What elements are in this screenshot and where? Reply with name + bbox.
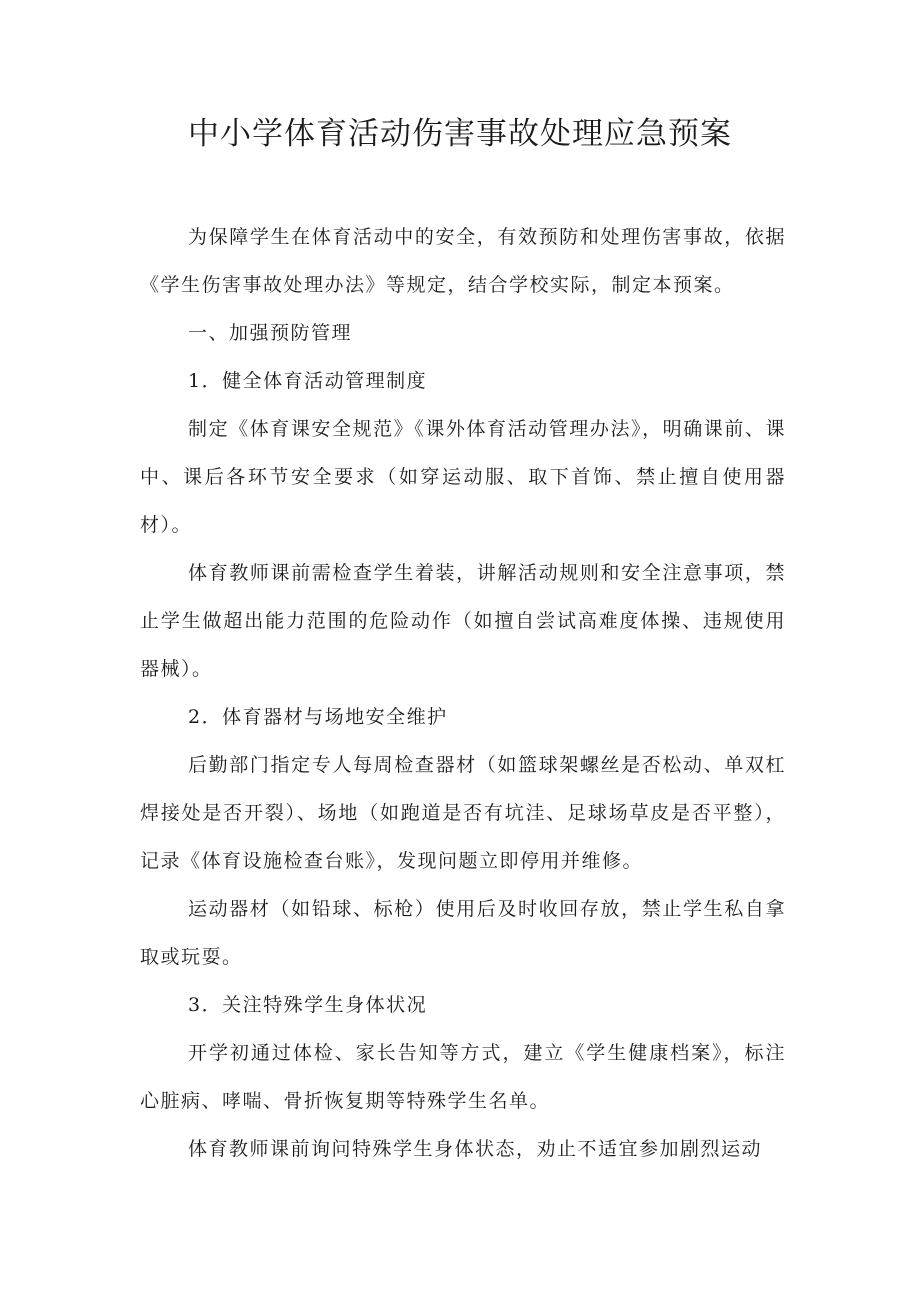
document-body: [140, 213, 786, 1173]
document-title: 中小学体育活动伤害事故处理应急预案: [188, 116, 732, 152]
subheading-special-students: 3．关注特殊学生身体状况: [188, 994, 428, 1016]
paragraph-equipment-storage: 运动器材（如铅球、标枪）使用后及时收回存放，禁止学生私自拿取或玩耍。: [140, 898, 786, 968]
paragraph-equipment-inspection: 后勤部门指定专人每周检查器材（如篮球架螺丝是否松动、单双杠焊接处是否开裂）、场地（如跑道是否有坑洼、足球场草皮是否平整），记录《体育设施检查台账》，发现问题立即停用并维修。: [140, 754, 786, 872]
intro-paragraph: 为保障学生在体育活动中的安全，有效预防和处理伤害事故，依据《学生伤害事故处理办法》等规定，结合学校实际，制定本预案。: [140, 226, 786, 296]
subheading-equipment-maintenance: 2．体育器材与场地安全维护: [188, 706, 448, 728]
paragraph-teacher-checks: 体育教师课前需检查学生着装，讲解活动规则和安全注意事项，禁止学生做超出能力范围的危险动作（如擅自尝试高难度体操、违规使用器械）。: [140, 562, 786, 680]
paragraph-teacher-inquiry: 体育教师课前询问特殊学生身体状态，劝止不适宜参加剧烈运动: [188, 1138, 763, 1160]
section-heading-prevention: 一、加强预防管理: [188, 322, 353, 344]
subheading-management-system: 1．健全体育活动管理制度: [188, 370, 428, 392]
paragraph-safety-rules: 制定《体育课安全规范》《课外体育活动管理办法》，明确课前、课中、课后各环节安全要求（如穿运动服、取下首饰、禁止擅自使用器材）。: [140, 418, 786, 536]
paragraph-health-records: 开学初通过体检、家长告知等方式，建立《学生健康档案》，标注心脏病、哮喘、骨折恢复期等特殊学生名单。: [140, 1042, 786, 1112]
